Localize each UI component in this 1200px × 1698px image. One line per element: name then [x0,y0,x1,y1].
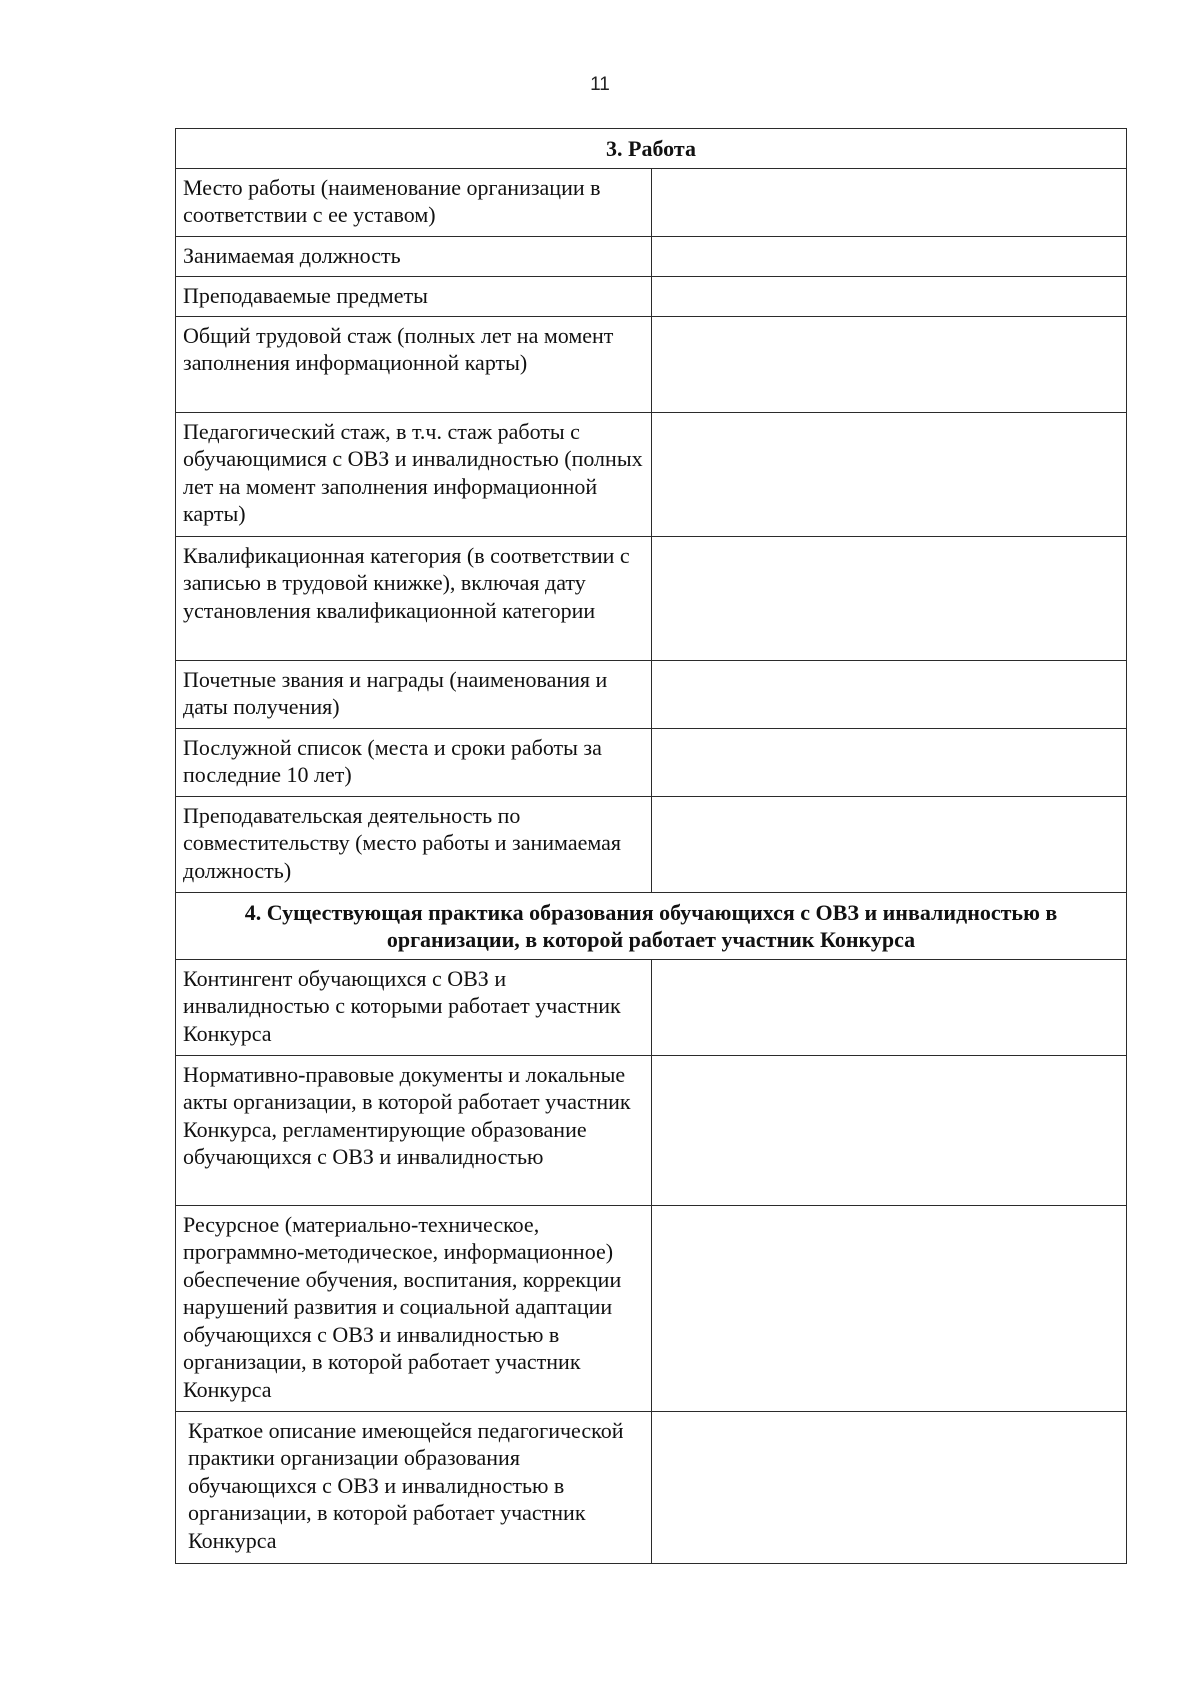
field-value-teaching-experience[interactable] [651,412,1127,536]
table-row [176,412,1127,536]
table-row [176,276,1127,316]
field-value-regulatory-documents[interactable] [651,1055,1127,1205]
table-row [176,660,1127,728]
table-row [176,536,1127,660]
table-row [176,1205,1127,1411]
field-value-part-time-teaching[interactable] [651,796,1127,892]
field-label-workplace: Место работы (наименование организации в соответствии с ее уставом) [176,168,652,236]
section-header-row [176,129,1127,169]
field-label-subjects: Преподаваемые предметы [176,276,652,316]
field-label-student-contingent: Контингент обучающихся с ОВЗ и инвалидностью с которыми работает участник Конкурса [176,959,652,1055]
field-label-practice-description: Краткое описание имеющейся педагогической практики организации образования обучающихся с ОВЗ и инвалидностью в организации, в которой работает участник Конкурса [176,1411,652,1563]
field-value-student-contingent[interactable] [651,959,1127,1055]
table-row [176,236,1127,276]
section-title-practice: 4. Существующая практика образования обучающихся с ОВЗ и инвалидностью в организации, в которой работает участник Конкурса [176,892,1127,959]
field-label-qualification-category: Квалификационная категория (в соответствии с записью в трудовой книжке), включая дату установления квалификационной категории [176,536,652,660]
field-value-position[interactable] [651,236,1127,276]
information-card-table [175,128,1127,1564]
page-number: 11 [590,74,610,95]
section-title-work: 3. Работа [176,129,1127,169]
section-header-row [176,892,1127,959]
field-value-workplace[interactable] [651,168,1127,236]
field-value-honors[interactable] [651,660,1127,728]
table-row [176,728,1127,796]
field-value-service-record[interactable] [651,728,1127,796]
field-value-qualification-category[interactable] [651,536,1127,660]
field-label-total-experience: Общий трудовой стаж (полных лет на момент заполнения информационной карты) [176,316,652,412]
field-label-teaching-experience: Педагогический стаж, в т.ч. стаж работы с обучающимися с ОВЗ и инвалидностью (полных лет на момент заполнения информационной карты) [176,412,652,536]
field-value-practice-description[interactable] [651,1411,1127,1563]
table-row [176,1411,1127,1563]
table-row [176,796,1127,892]
table-row [176,316,1127,412]
table-row [176,168,1127,236]
field-value-total-experience[interactable] [651,316,1127,412]
field-label-regulatory-documents: Нормативно-правовые документы и локальные акты организации, в которой работает участник Конкурса, регламентирующие образование обучающихся с ОВЗ и инвалидностью [176,1055,652,1205]
field-label-position: Занимаемая должность [176,236,652,276]
field-label-part-time-teaching: Преподавательская деятельность по совместительству (место работы и занимаемая должность) [176,796,652,892]
field-label-resource-support: Ресурсное (материально-техническое, программно-методическое, информационное) обеспечение обучения, воспитания, коррекции нарушений развития и социальной адаптации обучающихся с ОВЗ и инвалидностью в организации, в которой работает участник Конкурса [176,1205,652,1411]
field-value-subjects[interactable] [651,276,1127,316]
table-row [176,1055,1127,1205]
table-row [176,959,1127,1055]
field-value-resource-support[interactable] [651,1205,1127,1411]
field-label-honors: Почетные звания и награды (наименования и даты получения) [176,660,652,728]
field-label-service-record: Послужной список (места и сроки работы за последние 10 лет) [176,728,652,796]
